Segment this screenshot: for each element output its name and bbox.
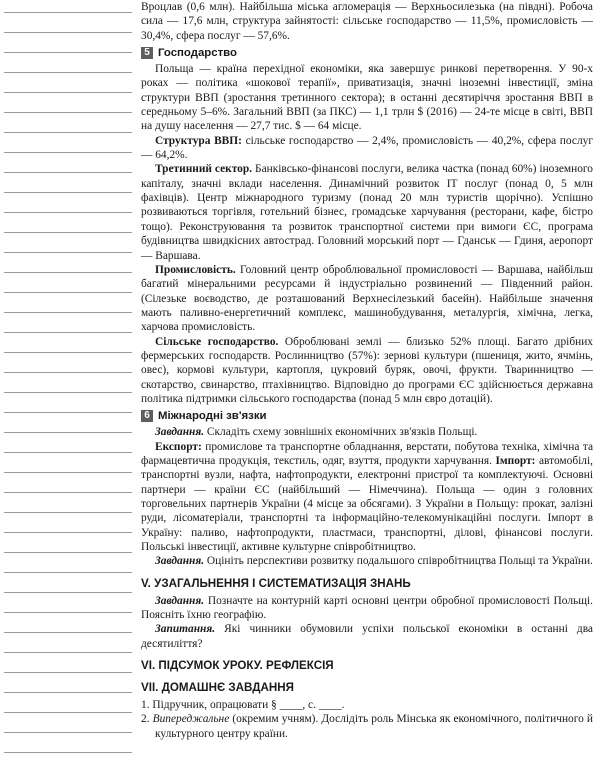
note-line (4, 292, 132, 293)
note-line (4, 412, 132, 413)
task-label: Завдання. (155, 555, 205, 568)
note-line (4, 592, 132, 593)
homework-item-text: (окремим учням). Дослідіть роль Мінська як економічного, політичного й культурного центру країни. (155, 713, 593, 740)
homework-section-heading: VII. ДОМАШНЄ ЗАВДАННЯ (141, 681, 294, 695)
note-line (4, 272, 132, 273)
note-line (4, 652, 132, 653)
export-label: Експорт: (155, 440, 202, 453)
tertiary-paragraph (141, 162, 593, 262)
task-text: Позначте на контурній карті основні центри обробної промисловості Польщі. Поясніть їхню географію. (141, 594, 593, 622)
tertiary-text: Банківсько-фінансові послуги, велика частка (понад 60%) іноземного капіталу, значні вклади населення. Динамічний розвиток ІТ послуг (понад 0, 5 млн фахівців). Центр міжнародного туризму (понад 20 млн туристів щорічно). Успішно розвиваються торгівля, готельний бізнес, громадське харчування (ресторани, кафе, бістро тощо). Реконструювання та розвиток транспортної системи при вимоги ЄС, програма будівництва швидкісних автострад. Головний морський порт — Гданськ — Гдиня, аеропорт — Варшава. (141, 163, 593, 262)
task-paragraph (141, 554, 593, 568)
agriculture-text: Оброблювані землі — близько 52% площі. Багато дрібних фермерських господарств. Рослинництво (57%): зернові культури (пшениця, жито, ячмінь, овес), кормові культури, картопля, цукровий буряк, овочі, фрукти. Тваринництво — скотарство, свинарство, птахівництво. Відповідно до програми ЄС здійснюється державна політика підтримки сільського господарства (понад 5 млн євро дотацій). (141, 335, 593, 405)
gdp-structure-label: Структура ВВП: (155, 134, 242, 147)
note-line (4, 352, 132, 353)
task-label: Завдання. (155, 426, 205, 439)
note-line (4, 472, 132, 473)
note-line (4, 632, 132, 633)
agriculture-paragraph (141, 335, 593, 407)
task-paragraph (141, 425, 593, 439)
task-text: Складіть схему зовнішніх економічних зв'язків Польщі. (204, 426, 478, 439)
note-line (4, 192, 132, 193)
note-line (4, 432, 132, 433)
agriculture-label: Сільське господарство. (155, 335, 279, 348)
notes-margin (0, 0, 138, 775)
note-line (4, 252, 132, 253)
note-line (4, 312, 132, 313)
task-label: Завдання. (155, 594, 205, 607)
note-line (4, 692, 132, 693)
section-number-badge: 6 (141, 410, 153, 422)
task-paragraph (141, 594, 593, 623)
section-6-heading (141, 409, 593, 423)
question-paragraph (141, 622, 593, 651)
section-title: Міжнародні зв'язки (158, 410, 267, 423)
intro-text: Вроцлав (0,6 млн). Найбільша міська агломерація — Верхньосилезька (на півдні). Робоча сила — 17,6 млн, структура зайнятості: сільське господарство — 11,5%, промисловість — 30,4%, сфера послуг — 57,6%. (141, 1, 593, 42)
export-text: промислове та транспортне обладнання, верстати, побутова техніка, хімічна та фармацевтична продукція, текстиль, одяг, взуття, продукти харчування. (141, 440, 593, 467)
import-text: автомобілі, транспортні вузли, нафта, нафтопродукти, електронні пристрої та комплектуючі. Основні партнери — країни ЄС (найбільший — Німеччина). Польща — один з головних торговельних партнерів України (4 місце за обсягами). З України в Польщу: прокат, залізні руди, лісоматеріали, транспортні та інформаційно-телекомунікаційні послуги. Імпорт в Україну: паливо, нафтопродукти, пластмаси, транспортні, ділові, фінансові послуги. Польські інвестиції, активне культурне співробітництво. (141, 454, 593, 554)
note-line (4, 552, 132, 553)
industry-paragraph (141, 263, 593, 335)
economy-text: Польща — країна перехідної економіки, яка завершує ринкові перетворення. У 90-х роках — політика «шокової терапії», приватизація, значні іноземні інвестиції, зміна структури ВВП (зростання третинного сектора); в останні десятиріччя зростання ВВП в середньому 5–6%. Загальний ВВП (за ПКС) — 1,1 трлн $ (2016) — 24-те місце в світі, ВВП на душу населення — 27,7 тис. $ — 64 місце. (141, 63, 593, 133)
note-line (4, 732, 132, 733)
note-line (4, 172, 132, 173)
note-line (4, 332, 132, 333)
intro-paragraph (141, 0, 593, 43)
homework-item-label: Випереджальне (152, 713, 230, 726)
note-line (4, 112, 132, 113)
note-line (4, 92, 132, 93)
summary-section-heading: V. УЗАГАЛЬНЕННЯ І СИСТЕМАТИЗАЦІЯ ЗНАНЬ (141, 576, 411, 590)
note-line (4, 492, 132, 493)
industry-label: Промисловість. (155, 263, 236, 276)
homework-item (141, 712, 593, 741)
task-text: Оцініть перспективи розвитку подальшого співробітництва Польщі та України. (204, 555, 593, 568)
note-line (4, 232, 132, 233)
note-line (4, 52, 132, 53)
section-title: Господарство (158, 47, 237, 60)
note-line (4, 372, 132, 373)
note-line (4, 572, 132, 573)
homework-item (141, 698, 593, 712)
note-line (4, 212, 132, 213)
page-content (141, 0, 593, 741)
tertiary-label: Третинний сектор. (155, 163, 253, 176)
note-line (4, 12, 132, 13)
import-label: Імпорт: (495, 454, 536, 467)
note-line (4, 152, 132, 153)
gdp-structure-text: сільське господарство — 2,4%, промисловість — 40,2%, сфера послуг — 64,2%. (141, 134, 593, 162)
note-line (4, 452, 132, 453)
homework-list (141, 698, 593, 741)
question-text: Які чинники обумовили успіхи польської економіки в останні два десятиліття? (141, 623, 593, 650)
section-5-heading (141, 46, 593, 60)
section-number-badge: 5 (141, 47, 153, 59)
question-label: Запитання. (155, 623, 216, 636)
note-line (4, 132, 132, 133)
note-line (4, 392, 132, 393)
homework-item-text: 1. Підручник, опрацювати § ____, с. ____. (141, 699, 345, 712)
note-line (4, 32, 132, 33)
note-line (4, 752, 132, 753)
note-line (4, 712, 132, 713)
note-line (4, 612, 132, 613)
note-line (4, 72, 132, 73)
note-line (4, 532, 132, 533)
note-line (4, 512, 132, 513)
export-paragraph (141, 440, 593, 555)
homework-item-number: 2. (141, 713, 153, 726)
economy-paragraph (141, 62, 593, 134)
industry-text: Головний центр оброблювальної промисловості — Варшава, найбільш багатий мінеральними ресурсами й індустріально розвинений — Південний район. (Сілезьке воєводство, де розташований Верхнесілезький басейн). Найбільше значення мають паливно-енергетичний комплекс, машинобудування, металургія, хімічна, легка, харчова промисловість. (141, 263, 593, 334)
gdp-structure-paragraph (141, 134, 593, 163)
reflection-section-heading: VI. ПІДСУМОК УРОКУ. РЕФЛЕКСІЯ (141, 659, 334, 673)
note-line (4, 672, 132, 673)
